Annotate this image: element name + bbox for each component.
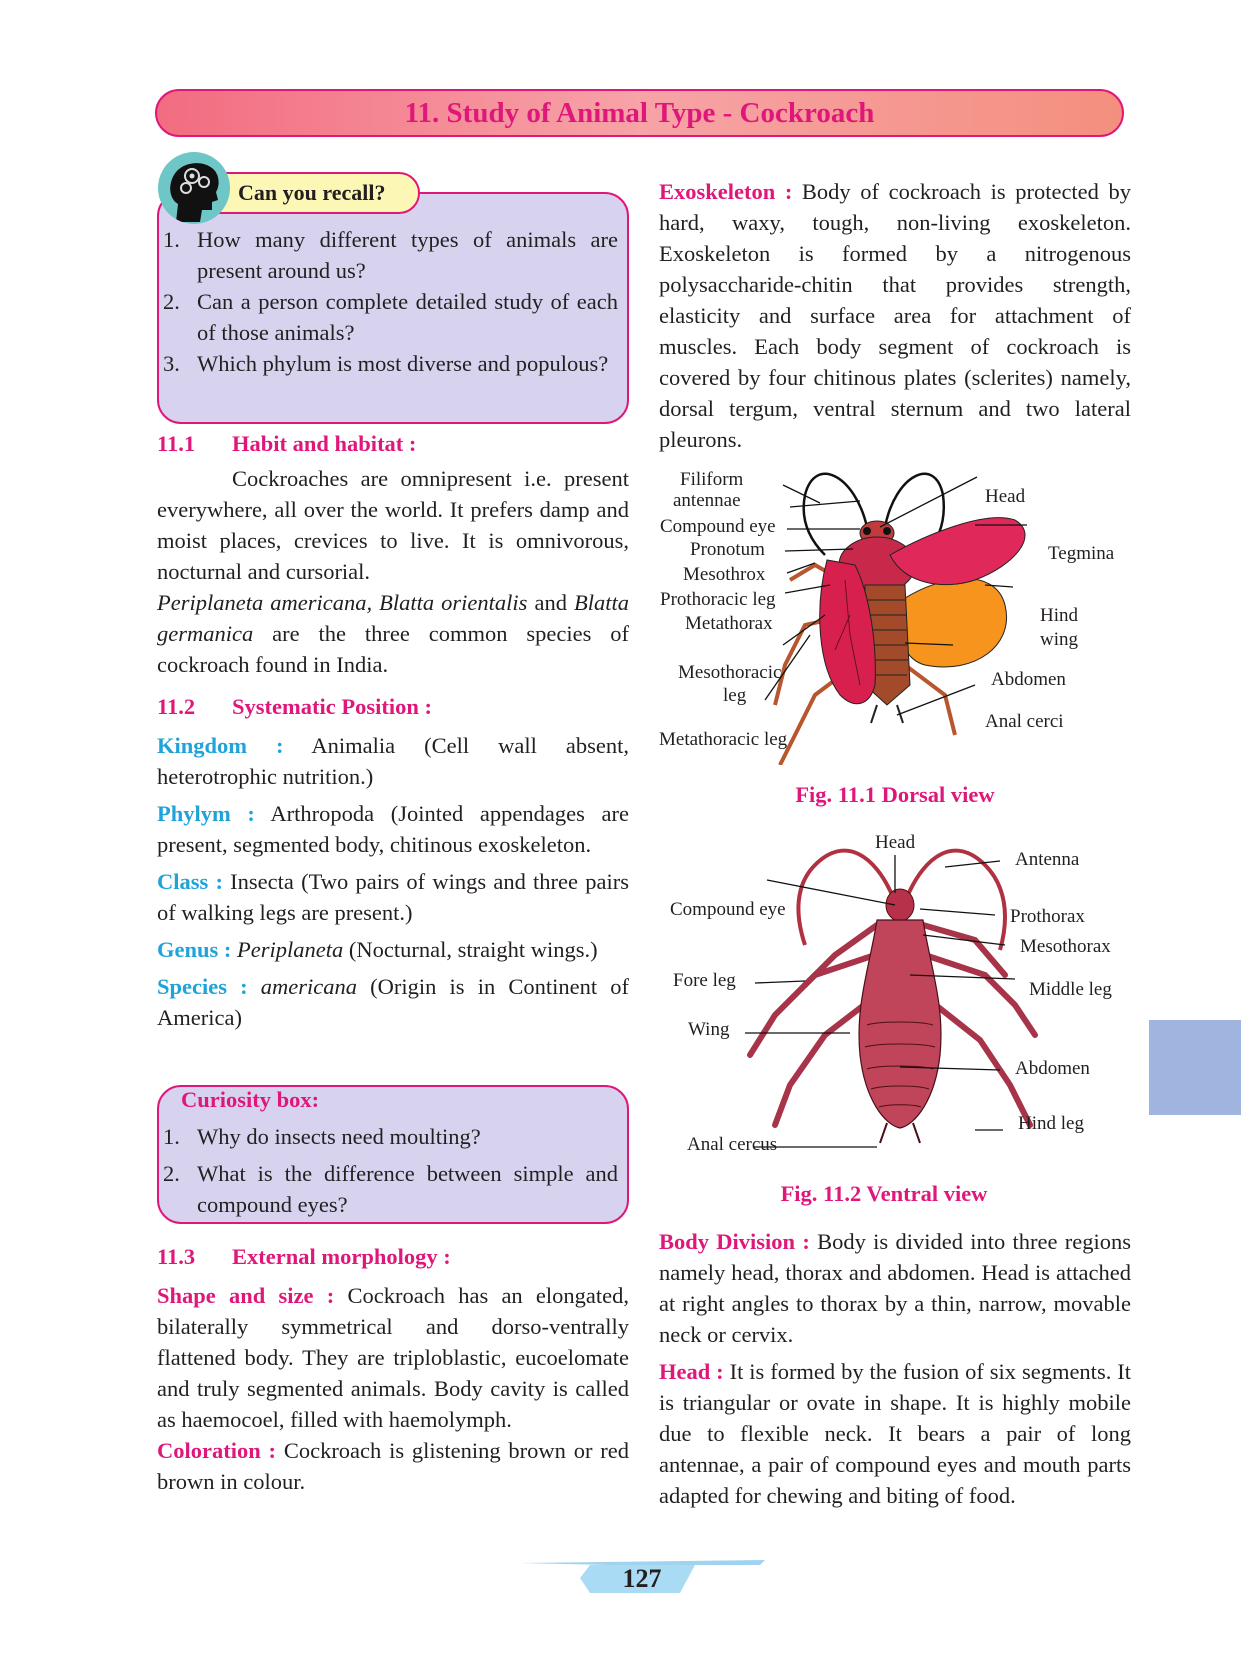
label-compound-eye: Compound eye — [670, 899, 786, 920]
species-entry: Species : americana (Origin is in Continent of America) — [157, 974, 629, 1030]
label-prothoracic-leg: Prothoracic leg — [660, 589, 776, 610]
systematic-text — [157, 730, 629, 1033]
label-fore-leg: Fore leg — [673, 970, 736, 991]
label-prothorax: Prothorax — [1010, 906, 1085, 927]
chapter-title-bar — [155, 89, 1124, 137]
class-entry: Class : Insecta (Two pairs of wings and three pairs of walking legs are present.) — [157, 869, 629, 925]
label-antenna: Antenna — [1015, 849, 1080, 870]
list-item: 1. Why do insects need moulting? — [163, 1124, 481, 1149]
fig1-caption: Fig. 11.1 Dorsal view — [795, 782, 995, 807]
ventral-view-figure — [655, 825, 1135, 1160]
dorsal-view-figure — [655, 465, 1135, 765]
label-head: Head — [985, 486, 1026, 507]
label-wing: wing — [1040, 629, 1078, 650]
list-item: 2. Can a person complete detailed study of each of those animals? — [163, 289, 618, 345]
label-compound-eye: Compound eye — [660, 516, 776, 537]
exoskeleton-paragraph: Exoskeleton : Body of cockroach is protected by hard, waxy, tough, non-living exoskeleton. Exoskeleton is formed by a nitrogenous polysaccharide-chitin that provides strength, elasticity and surface area for attachment of muscles. Each body segment of cockroach is covered by four chitinous plates (sclerites) namely, dorsal tergum, ventral sternum and two lateral pleurons. — [659, 179, 1132, 452]
morphology-text — [157, 1280, 629, 1497]
label-wing: Wing — [688, 1019, 730, 1040]
label-hind: Hind — [1040, 605, 1078, 626]
list-item: 3. Which phylum is most diverse and populous? — [163, 351, 609, 376]
side-tab — [1149, 1020, 1241, 1115]
recall-label: Can you recall? — [216, 172, 420, 214]
head-paragraph: Head : It is formed by the fusion of six segments. It is triangular or ovate in shape. It is highly mobile due to flexible neck. It bears a pair of long antennae, a pair of compound eyes and mouth parts adapted for chewing and biting of food. — [659, 1359, 1131, 1508]
label-middle-leg: Middle leg — [1029, 979, 1112, 1000]
label-metathoracic-leg: Metathoracic leg — [659, 729, 788, 750]
label-mesothrox: Mesothrox — [683, 564, 766, 585]
label-abdomen: Abdomen — [1015, 1058, 1090, 1079]
label-mesothorax: Mesothorax — [1020, 936, 1111, 957]
phylum-entry: Phylym : Arthropoda (Jointed appendages are present, segmented body, chitinous exoskeleton. — [157, 801, 629, 857]
curiosity-list — [163, 1121, 618, 1220]
label-head: Head — [875, 832, 916, 853]
section-heading-systematic: 11.2 Systematic Position : — [157, 694, 432, 719]
page-number: 127 — [622, 1564, 662, 1593]
label-abdomen: Abdomen — [991, 669, 1066, 690]
section-heading-habit: 11.1 Habit and habitat : — [157, 431, 417, 456]
exoskeleton-text — [659, 176, 1131, 455]
label-mesothoracic: Mesothoracic — [678, 662, 782, 683]
genus-entry: Genus : Periplaneta (Nocturnal, straight wings.) — [157, 937, 598, 962]
habit-species-paragraph: Periplaneta americana, Blatta orientalis and Blatta germanica are the three common species of cockroach found in India. — [157, 590, 629, 677]
thinking-head-icon — [158, 152, 230, 224]
label-anal-cercus: Anal cercus — [687, 1134, 778, 1155]
habit-text — [157, 463, 629, 680]
fig2-caption: Fig. 11.2 Ventral view — [780, 1181, 988, 1206]
body-division-text — [659, 1226, 1131, 1511]
curiosity-label: Curiosity box: — [181, 1087, 320, 1112]
section-heading-morphology: 11.3 External morphology : — [157, 1244, 451, 1269]
label-anal-cerci: Anal cerci — [985, 711, 1064, 732]
page-number-badge — [520, 1560, 765, 1594]
label-filiform: Filiform — [680, 469, 744, 490]
label-antennae: antennae — [673, 490, 741, 511]
shape-paragraph: Shape and size : Cockroach has an elongated, bilaterally symmetrical and dorso-ventrally flattened body. They are triploblastic, eucoelomate and truly segmented animals. Body cavity is called as haemocoel, filled with haemolymph. — [157, 1283, 630, 1432]
coloration-paragraph: Coloration : Cockroach is glistening brown or red brown in colour. — [157, 1438, 629, 1494]
label-pronotum: Pronotum — [690, 539, 765, 560]
chapter-title: 11. Study of Animal Type - Cockroach — [404, 96, 875, 129]
label-hind-leg: Hind leg — [1018, 1113, 1084, 1134]
body-division-paragraph: Body Division : Body is divided into three regions namely head, thorax and abdomen. Head is attached at right angles to thorax by a thin, narrow, movable neck or cervix. — [659, 1229, 1131, 1347]
kingdom-entry: Kingdom : Animalia (Cell wall absent, heterotrophic nutrition.) — [157, 733, 629, 789]
list-item: 2. What is the difference between simple and compound eyes? — [163, 1161, 618, 1217]
label-mesothoracic-leg: leg — [723, 685, 747, 706]
label-metathorax: Metathorax — [685, 613, 773, 634]
recall-list — [163, 224, 618, 379]
list-item: 1. How many different types of animals are present around us? — [163, 227, 618, 283]
label-tegmina: Tegmina — [1048, 543, 1115, 564]
habit-paragraph: Cockroaches are omnipresent i.e. present everywhere, all over the world. It prefers damp and moist places, crevices to live. It is omnivorous, nocturnal and cursorial. — [157, 466, 629, 584]
